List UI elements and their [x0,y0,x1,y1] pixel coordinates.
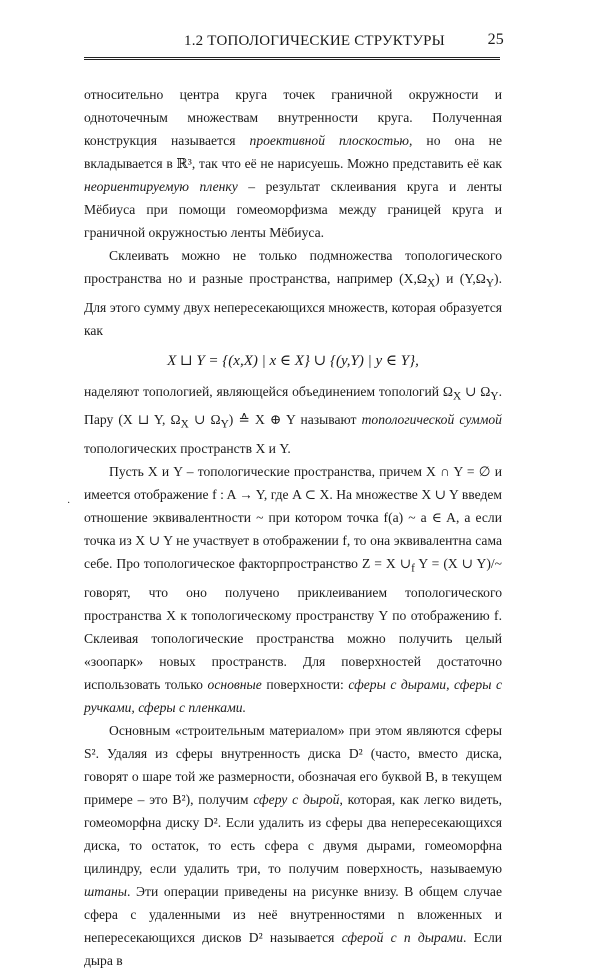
header-rule [84,57,500,60]
paragraph-1: относительно центра круга точек граничной окружности и одноточечным множествам внутренности круга. Полученная конструкция называется проективной плоскостью, но она не вкладывается в ℝ³, так что её не нарисуешь. Можно представить её как неориентируемую пленку – результат склеивания круга и ленты Мёбиуса при помощи гомеоморфизма между границей круга и граничной окружностью ленты Мёбиуса. [84,87,502,240]
paragraph-3: наделяют топологией, являющейся объединением топологий $\Omega_X$ ∪ $\Omega_Y$. Пару (X ⊔ Y, $\Omega_X$ ∪ $\Omega_Y$) ≙ X ⊕ Y называют топологической суммой топологических пространств X и Y. [84,383,502,457]
body-text [84,83,502,972]
disjoint-sum-equation: X ⊔ Y = {(x,X) | x ∈ X} ∪ {(y,Y) | y ∈ Y}, [167,352,419,369]
chapter-title: 1.2 ТОПОЛОГИЧЕСКИЕ СТРУКТУРЫ [184,33,445,49]
margin-dot: · [67,498,71,509]
paragraph-5: Основным «строительным материалом» при этом являются сферы S². Удаляя из сферы внутренность диска D² (часто, вместо диска, говорят о шаре той же размерности, обозначая его буквой B, в текущем примере – это B²), получим сферу с дырой, которая, как легко видеть, гомеоморфна диску D². Если удалить из сферы два непересекающихся диска, то остаток, то есть сфера с двумя дырами, гомеоморфна цилиндру, если удалить три, то получим поверхность, называемую штаны. Эти операции приведены на рисунке внизу. В общем случае сфера с удаленными из неё внутренностями n вложенных и непересекающихся дисков D² называется сферой с n дырами. Если дыра в [84,722,502,968]
page-number: 25 [487,31,504,48]
paragraph-4: Пусть X и Y – топологические пространства, причем X ∩ Y = ∅ и имеется отображение f : A → Y, где A ⊂ X. На множестве X ∪ Y введем отношение эквивалентности ~ при котором точка f(a) ~ a ∈ A, а если точка из X ∪ Y не участвует в отображении f, то она эквивалентна сама себе. Про топологическое факторпространство Z = X $\cup_f$ Y = (X ∪ Y)/~ говорят, что оно получено приклеиванием топологического пространства X к топологическому пространству Y по отображению f. Склеивая топологические пространства можно получить целый «зоопарк» новых пространств. Для поверхностей достаточно использовать только основные поверхности: сферы с дырами, сферы с ручками, сферы с пленками. [84,464,503,715]
paragraph-2: Склеивать можно не только подмножества топологического пространства но и разные пространства, например $(X,\Omega_X)$ и $(Y,\Omega_Y)$. Для этого сумму двух непересекающихся множеств, которая образуется как [84,248,502,338]
